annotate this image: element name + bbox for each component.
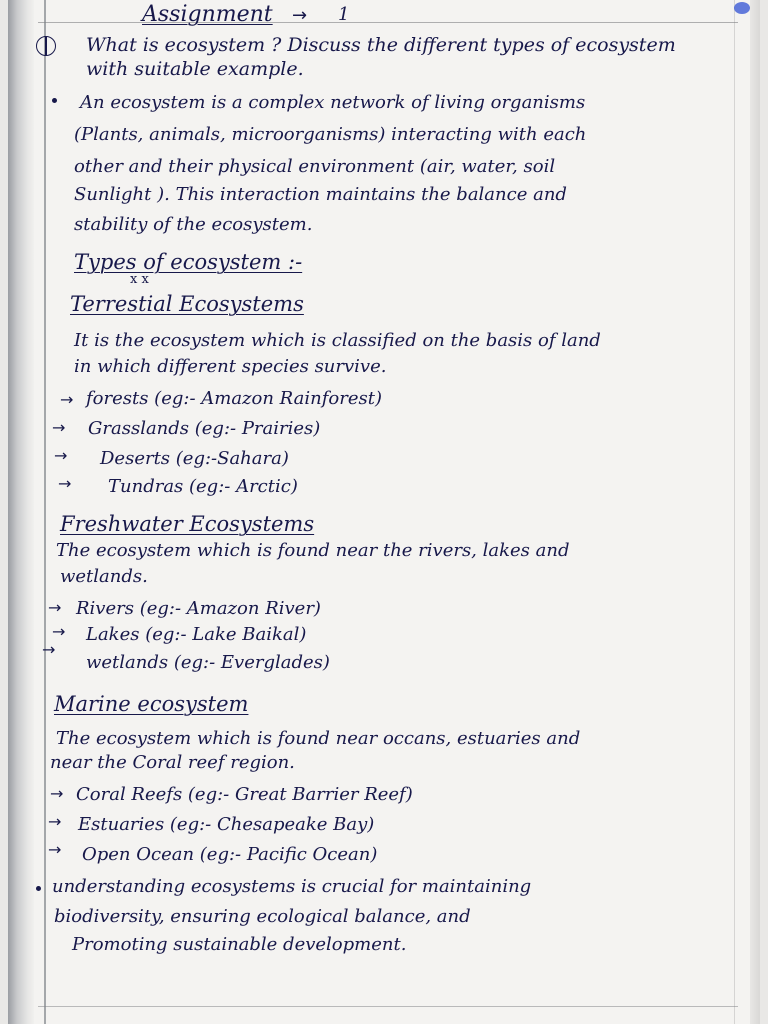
conclusion-bullet-icon <box>36 886 41 891</box>
title-arrow-icon: → <box>292 5 308 26</box>
terrestrial-item-1: forests (eg:- Amazon Rainforest) <box>86 388 382 409</box>
arrow-icon: → <box>50 784 64 803</box>
page-edge <box>750 0 760 1024</box>
question-marker-icon <box>36 36 56 56</box>
conclusion-line-3: Promoting sustainable development. <box>72 934 407 955</box>
terrestrial-item-4: Tundras (eg:- Arctic) <box>108 476 298 497</box>
bottom-rule <box>38 1006 738 1007</box>
notebook-page <box>8 0 760 1024</box>
marine-heading: Marine ecosystem <box>54 692 249 716</box>
terrestrial-desc-1: It is the ecosystem which is classified on the basis of land <box>74 330 601 351</box>
marine-item-3: Open Ocean (eg:- Pacific Ocean) <box>82 844 378 865</box>
freshwater-heading: Freshwater Ecosystems <box>60 512 315 536</box>
terrestrial-item-2: Grasslands (eg:- Prairies) <box>88 418 321 439</box>
arrow-icon: → <box>52 418 66 437</box>
conclusion-line-2: biodiversity, ensuring ecological balance, and <box>54 906 471 927</box>
notebook-binding <box>8 0 34 1024</box>
arrow-icon: → <box>42 640 56 659</box>
marine-desc-2: near the Coral reef region. <box>50 752 295 773</box>
question-line-1: What is ecosystem ? Discuss the different types of ecosystem <box>86 34 676 56</box>
terrestrial-desc-2: in which different species survive. <box>74 356 387 377</box>
arrow-icon: → <box>48 598 62 617</box>
question-line-2: with suitable example. <box>86 58 304 80</box>
terrestrial-item-3: Deserts (eg:-Sahara) <box>100 448 289 469</box>
freshwater-item-2: Lakes (eg:- Lake Baikal) <box>86 624 307 645</box>
left-margin-rule <box>44 0 46 1024</box>
definition-line-5: stability of the ecosystem. <box>74 214 313 235</box>
terrestrial-heading: Terrestial Ecosystems <box>70 292 304 316</box>
arrow-icon: → <box>48 812 62 831</box>
marine-item-2: Estuaries (eg:- Chesapeake Bay) <box>78 814 375 835</box>
freshwater-desc-1: The ecosystem which is found near the rivers, lakes and <box>56 540 570 561</box>
assignment-number: 1 <box>338 4 350 25</box>
freshwater-item-3: wetlands (eg:- Everglades) <box>86 652 330 673</box>
arrow-icon: → <box>60 390 74 409</box>
right-margin-rule <box>734 0 735 1024</box>
arrow-icon: → <box>58 474 72 493</box>
arrow-icon: → <box>54 446 68 465</box>
definition-line-3: other and their physical environment (air, water, soil <box>74 156 556 177</box>
arrow-icon: → <box>48 840 62 859</box>
definition-line-2: (Plants, animals, microorganisms) interacting with each <box>74 124 587 145</box>
answer-bullet-icon <box>52 98 57 103</box>
marine-item-1: Coral Reefs (eg:- Great Barrier Reef) <box>76 784 413 805</box>
freshwater-item-1: Rivers (eg:- Amazon River) <box>76 598 321 619</box>
types-divider: x x <box>130 272 149 287</box>
marine-desc-1: The ecosystem which is found near occans, estuaries and <box>56 728 581 749</box>
definition-line-1: An ecosystem is a complex network of living organisms <box>80 92 586 113</box>
ink-blot <box>734 2 750 14</box>
arrow-icon: → <box>52 622 66 641</box>
conclusion-line-1: understanding ecosystems is crucial for maintaining <box>52 876 532 897</box>
types-heading: Types of ecosystem :- <box>74 250 303 274</box>
definition-line-4: Sunlight ). This interaction maintains the balance and <box>74 184 567 205</box>
assignment-title: Assignment <box>142 2 273 27</box>
freshwater-desc-2: wetlands. <box>60 566 148 587</box>
